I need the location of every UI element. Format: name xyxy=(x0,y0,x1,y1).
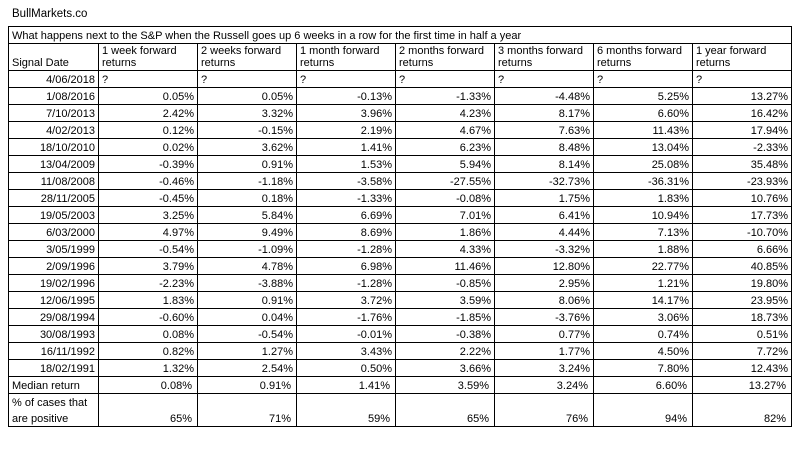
column-header-1-month: 1 month forward returns xyxy=(297,44,396,71)
column-header-3-months: 3 months forward returns xyxy=(495,44,594,71)
return-cell: 3.06% xyxy=(594,309,693,326)
return-cell: 4.23% xyxy=(396,105,495,122)
return-cell: -23.93% xyxy=(693,173,792,190)
return-cell: 8.14% xyxy=(495,156,594,173)
return-cell: 8.69% xyxy=(297,224,396,241)
column-header-1-week: 1 week forward returns xyxy=(99,44,198,71)
return-cell: 12.80% xyxy=(495,258,594,275)
return-cell: -36.31% xyxy=(594,173,693,190)
return-cell: 0.05% xyxy=(198,88,297,105)
return-cell: 16.42% xyxy=(693,105,792,122)
column-header-2-weeks: 2 weeks forward returns xyxy=(198,44,297,71)
return-cell: 7.01% xyxy=(396,207,495,224)
return-cell: -10.70% xyxy=(693,224,792,241)
table-row xyxy=(9,292,792,309)
brand-label: BullMarkets.co xyxy=(12,8,88,20)
return-cell: 18.73% xyxy=(693,309,792,326)
return-cell: -0.39% xyxy=(99,156,198,173)
return-cell: 7.13% xyxy=(594,224,693,241)
summary-spacer-7 xyxy=(693,394,792,411)
return-cell: ? xyxy=(297,71,396,88)
return-cell: -0.85% xyxy=(396,275,495,292)
signal-date-cell: 4/02/2013 xyxy=(9,122,99,139)
return-cell: 6.66% xyxy=(693,241,792,258)
table-row xyxy=(9,343,792,360)
summary-positive-1-week: 65% xyxy=(99,410,198,427)
return-cell: -1.18% xyxy=(198,173,297,190)
return-cell: 1.27% xyxy=(198,343,297,360)
return-cell: -1.28% xyxy=(297,241,396,258)
return-cell: ? xyxy=(495,71,594,88)
return-cell: 17.94% xyxy=(693,122,792,139)
return-cell: 1.83% xyxy=(99,292,198,309)
summary-positive-2-weeks: 71% xyxy=(198,410,297,427)
signal-date-cell: 13/04/2009 xyxy=(9,156,99,173)
return-cell: 4.78% xyxy=(198,258,297,275)
return-cell: 0.91% xyxy=(198,156,297,173)
signal-date-cell: 12/06/1995 xyxy=(9,292,99,309)
return-cell: 0.12% xyxy=(99,122,198,139)
return-cell: 10.76% xyxy=(693,190,792,207)
summary-positive-1-month: 59% xyxy=(297,410,396,427)
return-cell: 23.95% xyxy=(693,292,792,309)
table-row xyxy=(9,224,792,241)
column-header-signal-date: Signal Date xyxy=(9,44,99,71)
return-cell: -4.48% xyxy=(495,88,594,105)
return-cell: 11.43% xyxy=(594,122,693,139)
return-cell: 6.69% xyxy=(297,207,396,224)
signal-date-cell: 19/05/2003 xyxy=(9,207,99,224)
signal-date-cell: 30/08/1993 xyxy=(9,326,99,343)
return-cell: 3.66% xyxy=(396,360,495,377)
signal-date-cell: 18/10/2010 xyxy=(9,139,99,156)
return-cell: 0.51% xyxy=(693,326,792,343)
return-cell: -3.88% xyxy=(198,275,297,292)
return-cell: 1.32% xyxy=(99,360,198,377)
return-cell: -0.08% xyxy=(396,190,495,207)
return-cell: -0.38% xyxy=(396,326,495,343)
signal-date-cell: 19/02/1996 xyxy=(9,275,99,292)
return-cell: 8.17% xyxy=(495,105,594,122)
return-cell: -1.85% xyxy=(396,309,495,326)
signal-date-cell: 29/08/1994 xyxy=(9,309,99,326)
return-cell: 7.63% xyxy=(495,122,594,139)
column-header-1-year: 1 year forward returns xyxy=(693,44,792,71)
return-cell: 19.80% xyxy=(693,275,792,292)
table-title-row xyxy=(9,27,792,44)
return-cell: ? xyxy=(396,71,495,88)
table-row xyxy=(9,139,792,156)
table-row xyxy=(9,241,792,258)
return-cell: 6.41% xyxy=(495,207,594,224)
return-cell: 13.27% xyxy=(693,88,792,105)
return-cell: 25.08% xyxy=(594,156,693,173)
summary-spacer-2 xyxy=(198,394,297,411)
return-cell: 1.86% xyxy=(396,224,495,241)
signal-date-cell: 1/08/2016 xyxy=(9,88,99,105)
table-row xyxy=(9,88,792,105)
return-cell: -2.23% xyxy=(99,275,198,292)
return-cell: 9.49% xyxy=(198,224,297,241)
return-cell: 14.17% xyxy=(594,292,693,309)
table-row xyxy=(9,207,792,224)
return-cell: -0.46% xyxy=(99,173,198,190)
return-cell: 4.67% xyxy=(396,122,495,139)
summary-spacer-1 xyxy=(99,394,198,411)
return-cell: 7.72% xyxy=(693,343,792,360)
return-cell: 0.08% xyxy=(99,326,198,343)
return-cell: -3.32% xyxy=(495,241,594,258)
summary-median-6-months: 6.60% xyxy=(594,377,693,394)
return-cell: -0.01% xyxy=(297,326,396,343)
return-cell: 3.96% xyxy=(297,105,396,122)
return-cell: ? xyxy=(693,71,792,88)
return-cell: 0.82% xyxy=(99,343,198,360)
signal-date-cell: 7/10/2013 xyxy=(9,105,99,122)
return-cell: 3.59% xyxy=(396,292,495,309)
return-cell: 1.21% xyxy=(594,275,693,292)
summary-spacer-5 xyxy=(495,394,594,411)
table-row xyxy=(9,360,792,377)
table-row xyxy=(9,71,792,88)
return-cell: -0.13% xyxy=(297,88,396,105)
summary-positive-3-months: 76% xyxy=(495,410,594,427)
return-cell: -0.60% xyxy=(99,309,198,326)
table-row xyxy=(9,326,792,343)
return-cell: 1.41% xyxy=(297,139,396,156)
return-cell: -32.73% xyxy=(495,173,594,190)
return-cell: -1.28% xyxy=(297,275,396,292)
signal-date-cell: 6/03/2000 xyxy=(9,224,99,241)
return-cell: 3.32% xyxy=(198,105,297,122)
return-cell: 12.43% xyxy=(693,360,792,377)
table-header-row xyxy=(9,44,792,71)
return-cell: 3.43% xyxy=(297,343,396,360)
return-cell: -1.09% xyxy=(198,241,297,258)
column-header-6-months: 6 months forward returns xyxy=(594,44,693,71)
return-cell: 3.79% xyxy=(99,258,198,275)
return-cell: 2.54% xyxy=(198,360,297,377)
return-cell: 35.48% xyxy=(693,156,792,173)
return-cell: 3.25% xyxy=(99,207,198,224)
table-row xyxy=(9,258,792,275)
return-cell: -0.54% xyxy=(99,241,198,258)
table-row xyxy=(9,309,792,326)
summary-positive-row xyxy=(9,410,792,427)
table-row xyxy=(9,275,792,292)
table-row xyxy=(9,122,792,139)
summary-median-2-months: 3.59% xyxy=(396,377,495,394)
return-cell: 0.91% xyxy=(198,292,297,309)
table-row xyxy=(9,190,792,207)
summary-median-1-week: 0.08% xyxy=(99,377,198,394)
signal-date-cell: 4/06/2018 xyxy=(9,71,99,88)
return-cell: 6.98% xyxy=(297,258,396,275)
page-title: What happens next to the S&P when the Russell goes up 6 weeks in a row for the first time in half a year xyxy=(9,27,792,44)
return-cell: 0.05% xyxy=(99,88,198,105)
summary-positive-label-line1: % of cases that xyxy=(9,394,99,411)
summary-positive-6-months: 94% xyxy=(594,410,693,427)
signal-date-cell: 3/05/1999 xyxy=(9,241,99,258)
return-cell: 1.83% xyxy=(594,190,693,207)
return-cell: -0.45% xyxy=(99,190,198,207)
table-row xyxy=(9,156,792,173)
return-cell: 0.18% xyxy=(198,190,297,207)
return-cell: 2.42% xyxy=(99,105,198,122)
return-cell: -1.33% xyxy=(297,190,396,207)
return-cell: -1.33% xyxy=(396,88,495,105)
return-cell: -27.55% xyxy=(396,173,495,190)
return-cell: 1.53% xyxy=(297,156,396,173)
return-cell: 13.04% xyxy=(594,139,693,156)
return-cell: 22.77% xyxy=(594,258,693,275)
return-cell: 6.60% xyxy=(594,105,693,122)
return-cell: 2.22% xyxy=(396,343,495,360)
return-cell: 1.88% xyxy=(594,241,693,258)
summary-median-2-weeks: 0.91% xyxy=(198,377,297,394)
return-cell: 2.19% xyxy=(297,122,396,139)
summary-positive-label-row xyxy=(9,394,792,411)
return-cell: -0.15% xyxy=(198,122,297,139)
signal-date-cell: 28/11/2005 xyxy=(9,190,99,207)
return-cell: 10.94% xyxy=(594,207,693,224)
return-cell: 2.95% xyxy=(495,275,594,292)
return-cell: 40.85% xyxy=(693,258,792,275)
return-cell: 8.06% xyxy=(495,292,594,309)
summary-positive-label-line2: are positive xyxy=(9,410,99,427)
return-cell: 4.33% xyxy=(396,241,495,258)
return-cell: -3.58% xyxy=(297,173,396,190)
summary-positive-1-year: 82% xyxy=(693,410,792,427)
return-cell: 0.50% xyxy=(297,360,396,377)
summary-positive-2-months: 65% xyxy=(396,410,495,427)
table-row xyxy=(9,173,792,190)
return-cell: 3.24% xyxy=(495,360,594,377)
summary-median-3-months: 3.24% xyxy=(495,377,594,394)
return-cell: -0.54% xyxy=(198,326,297,343)
return-cell: 3.62% xyxy=(198,139,297,156)
return-cell: 0.04% xyxy=(198,309,297,326)
return-cell: ? xyxy=(99,71,198,88)
return-cell: 11.46% xyxy=(396,258,495,275)
column-header-2-months: 2 months forward returns xyxy=(396,44,495,71)
return-cell: 1.77% xyxy=(495,343,594,360)
return-cell: 0.77% xyxy=(495,326,594,343)
return-cell: 5.94% xyxy=(396,156,495,173)
summary-median-label: Median return xyxy=(9,377,99,394)
summary-median-1-year: 13.27% xyxy=(693,377,792,394)
return-cell: -3.76% xyxy=(495,309,594,326)
return-cell: 4.50% xyxy=(594,343,693,360)
return-cell: -1.76% xyxy=(297,309,396,326)
return-cell: 4.97% xyxy=(99,224,198,241)
summary-spacer-3 xyxy=(297,394,396,411)
return-cell: 8.48% xyxy=(495,139,594,156)
return-cell: -2.33% xyxy=(693,139,792,156)
return-cell: 1.75% xyxy=(495,190,594,207)
return-cell: 5.84% xyxy=(198,207,297,224)
signal-date-cell: 18/02/1991 xyxy=(9,360,99,377)
signal-date-cell: 16/11/1992 xyxy=(9,343,99,360)
return-cell: 7.80% xyxy=(594,360,693,377)
return-cell: 0.02% xyxy=(99,139,198,156)
table-row xyxy=(9,105,792,122)
signal-date-cell: 11/08/2008 xyxy=(9,173,99,190)
returns-table xyxy=(8,26,792,427)
signal-date-cell: 2/09/1996 xyxy=(9,258,99,275)
return-cell: 0.74% xyxy=(594,326,693,343)
return-cell: 5.25% xyxy=(594,88,693,105)
return-cell: 3.72% xyxy=(297,292,396,309)
summary-median-row xyxy=(9,377,792,394)
return-cell: 17.73% xyxy=(693,207,792,224)
return-cell: ? xyxy=(198,71,297,88)
return-cell: 4.44% xyxy=(495,224,594,241)
return-cell: ? xyxy=(594,71,693,88)
summary-median-1-month: 1.41% xyxy=(297,377,396,394)
return-cell: 6.23% xyxy=(396,139,495,156)
summary-spacer-6 xyxy=(594,394,693,411)
summary-spacer-4 xyxy=(396,394,495,411)
